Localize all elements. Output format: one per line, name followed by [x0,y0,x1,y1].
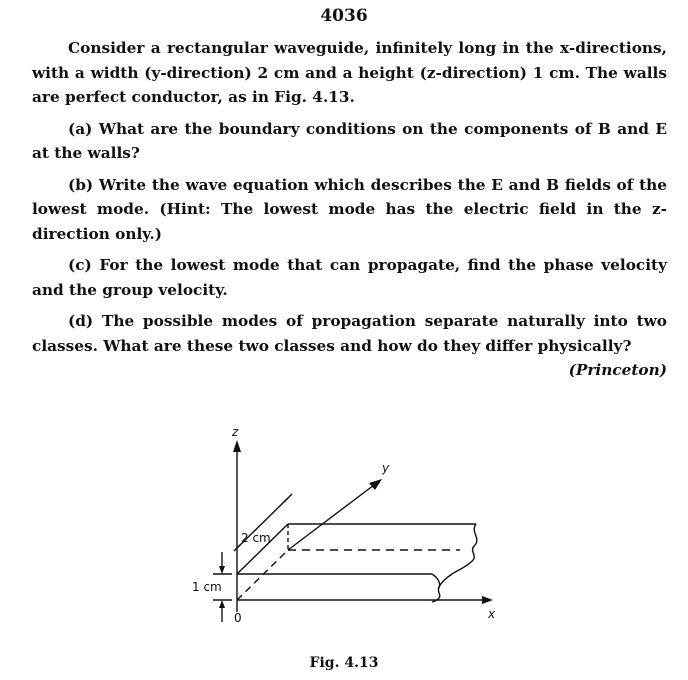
part-a [32,117,667,166]
y-axis-arrowhead [369,479,382,490]
part-d-text: The possible modes of propagation separate naturally into two classes. What are these two classes and how do they differ physically? [32,312,668,355]
waveguide-figure [180,412,510,632]
part-c-text: For the lowest mode that can propagate, find the phase velocity and the group velocity. [32,256,667,299]
part-b [32,173,667,247]
width-dim-tick-back [284,494,292,502]
part-d [32,309,667,358]
origin-label: 0 [234,611,242,625]
waveguide-diagram [180,412,510,632]
part-c [32,253,667,302]
part-a-text: What are the boundary conditions on the components of B and E at the walls? [32,119,667,162]
part-a-label: (a) [68,119,93,138]
height-dim-arrowhead-up [219,600,225,608]
x-axis-arrowhead [482,596,493,604]
part-b-text: Write the wave equation which describes the E and B fields of the lowest mode. (Hint: The lowest mode has the electric field in the z-direction only.) [32,175,667,243]
part-c-label: (c) [68,256,92,274]
height-label: 1 cm [192,580,222,594]
figure-caption: Fig. 4.13 [309,655,379,671]
problem-intro: Consider a rectangular waveguide, infinitely long in the x-directions, with a width (y-direction) 2 cm and a height (z-direction) 1 cm. The walls are perfect conductor, as in Fig. 4.13. [32,39,667,106]
y-axis-upper [288,482,378,550]
height-dim-arrowhead-down [219,566,225,574]
problem-number: 4036 [320,6,368,26]
y-axis-label: y [382,461,390,475]
y-axis [237,550,288,600]
z-axis-arrowhead [233,440,241,452]
x-axis-label: x [488,607,496,621]
problem-source: (Princeton) [568,361,667,379]
z-axis-label: z [232,425,239,439]
part-b-label: (b) [68,175,94,194]
part-d-label: (d) [68,312,94,330]
guide-break-edge [432,524,477,602]
width-label: 2 cm [241,531,271,545]
problem-text [32,36,667,383]
